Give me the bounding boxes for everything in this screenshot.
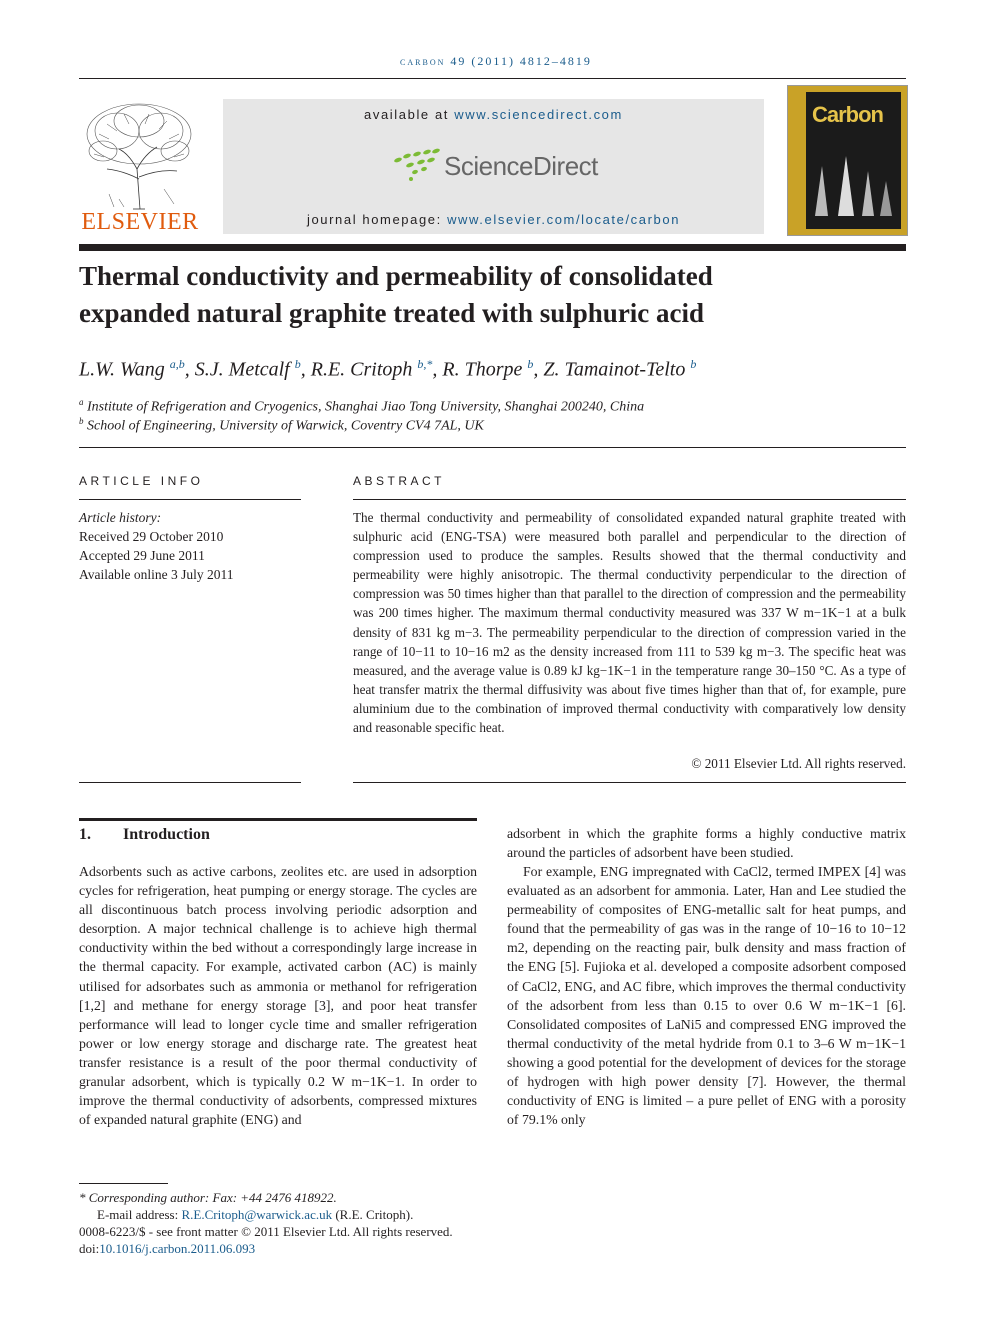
abstract-heading: ABSTRACT: [353, 474, 446, 488]
author-name: Z. Tamainot-Telto: [543, 358, 686, 381]
author-affil-link[interactable]: b: [294, 357, 301, 371]
abstract-copyright: © 2011 Elsevier Ltd. All rights reserved.: [691, 756, 906, 771]
author-name: S.J. Metcalf: [194, 358, 290, 381]
doi-link[interactable]: 10.1016/j.carbon.2011.06.093: [99, 1241, 256, 1256]
section-title: Introduction: [123, 826, 210, 843]
available-at: [223, 107, 764, 122]
section-heading: [79, 826, 210, 844]
received-date: Received 29 October 2010: [79, 529, 224, 544]
publisher-logo-text: ELSEVIER: [81, 209, 199, 235]
footnote-email: [97, 1206, 413, 1223]
email-label: E-mail address:: [97, 1207, 179, 1222]
available-prefix: available at: [364, 107, 450, 122]
article-history: [79, 508, 233, 584]
author-affil-link[interactable]: b: [527, 357, 534, 371]
affiliation-text: School of Engineering, University of Warwick, Coventry CV4 7AL, UK: [87, 418, 484, 434]
affiliation-a: [79, 397, 644, 416]
section-number: 1.: [79, 826, 91, 843]
header-rule: [79, 78, 906, 79]
cover-title: Carbon: [812, 102, 883, 127]
banner-thick-rule: [79, 244, 906, 251]
title-line-1: Thermal conductivity and permeability of consolidated: [79, 261, 713, 291]
affiliation-marker: a: [79, 397, 84, 407]
corresponding-author-note: * Corresponding author: Fax: +44 2476 418922.: [79, 1190, 337, 1205]
sciencedirect-logo-text: ScienceDirect: [444, 151, 598, 181]
author-name: R.E. Critoph: [310, 358, 413, 381]
sciencedirect-link[interactable]: www.sciencedirect.com: [454, 107, 623, 122]
article-info-bottom-rule: [79, 782, 301, 783]
author-name: L.W. Wang: [79, 358, 165, 381]
online-date: Available online 3 July 2011: [79, 567, 234, 582]
email-owner: (R.E. Critoph).: [335, 1207, 414, 1222]
cover-image-icon: [810, 146, 898, 216]
journal-homepage-link[interactable]: www.elsevier.com/locate/carbon: [447, 212, 681, 227]
author-affil-link[interactable]: b,*: [417, 357, 433, 371]
sciencedirect-logo-icon: [390, 146, 442, 182]
intro-left-paragraph: Adsorbents such as active carbons, zeolites etc. are used in adsorption cycles for refrigeration, heat pumping or energy storage. The cycles are all discontinuous batch process involving periodic adsorption and desorption. A major technical challenge is to achieve high thermal conductivity within the bed without a correspondingly large increase in the thermal capacity. For example, activated carbon (AC) is mainly utilised for adsorbates such as ammonia or methanol for refrigeration [1,2] and methane for energy storage [3], and poor heat transfer performance will lead to longer cycle time and smaller refrigeration power or low energy storage and discharge rate. The greatest heat transfer resistance is a result of the poor thermal conductivity of granular adsorbent, which is typically 0.2 W m−1K−1. In order to improve the thermal conductivity of adsorbents, compressed mixtures of expanded natural graphite (ENG) and: [79, 864, 477, 1128]
abstract-bottom-rule: [353, 782, 906, 783]
author-name: R. Thorpe: [442, 358, 523, 381]
running-header: carbon 49 (2011) 4812–4819: [400, 54, 592, 68]
affiliation-rule: [79, 447, 906, 448]
email-link[interactable]: R.E.Critoph@warwick.ac.uk: [181, 1207, 333, 1222]
intro-rule: [79, 818, 477, 821]
footnote-rule: [79, 1183, 168, 1184]
journal-homepage: [223, 212, 764, 227]
affiliation-b: [79, 416, 484, 435]
accepted-date: Accepted 29 June 2011: [79, 548, 205, 563]
elsevier-tree-logo-icon: [79, 99, 201, 211]
intro-right-paragraph-1: adsorbent in which the graphite forms a highly conductive matrix around the particles of adsorbent have been studied.: [507, 826, 906, 861]
title-line-2: expanded natural graphite treated with sulphuric acid: [79, 298, 705, 328]
doi-line: [79, 1240, 255, 1257]
author-list: L.W. Wang $^{a,b}$, S.J. Metcalf $^b$, R.E. Critoph $^{b,*}$, R. Thorpe $^b$, Z. Tamainot-Telto $^b$: [79, 357, 697, 381]
affiliation-marker: b: [79, 416, 84, 426]
issn-line: 0008-6223/$ - see front matter © 2011 Elsevier Ltd. All rights reserved.: [79, 1224, 453, 1239]
abstract-rule: [353, 499, 906, 500]
article-title: [79, 258, 839, 332]
doi-label: doi:: [79, 1241, 100, 1256]
journal-cover: [787, 85, 908, 236]
article-info-rule: [79, 499, 301, 500]
abstract-text: The thermal conductivity and permeability of consolidated expanded natural graphite treated with sulphuric acid (ENG-TSA) were measured both parallel and perpendicular to the direction of compression used to produce the samples. Results showed that the thermal conductivity and permeability were highly anisotropic. The thermal conductivity perpendicular to the direction of compression was 50 times higher than that parallel to the direction of compression and the permeability was 200 times higher. The maximum thermal conductivity measured was 337 W m−1K−1 at a bulk density of 831 kg m−3. The permeability perpendicular to the direction of compression varied in the range of 10−11 to 10−16 m2 as the density increased from 111 to 539 kg m−3. The specific heat was measured, and the average value is 0.89 kJ kg−1K−1 in the temperature range 30–150 °C. As a type of heat transfer matrix the thermal diffusivity was about five times higher than that of, for example, pure aluminium due to the combination of improved thermal conductivity with comparatively low density and reasonable specific heat.: [353, 510, 906, 736]
author-affil-link[interactable]: a,b: [169, 357, 185, 371]
author-affil-link[interactable]: b: [690, 357, 697, 371]
intro-right-paragraph-2: For example, ENG impregnated with CaCl2, termed IMPEX [4] was evaluated as an adsorbent for ammonia. Later, Han and Lee studied the permeability of composites of ENG-metallic salt for heat pumps, and found that the permeability of gas was in the range of 10−16 to 10−12 m2, depending on the reacting pair, bulk density and mass fraction of the ENG [5]. Fujioka et al. developed a composite adsorbent composed of CaCl2, ENG, and AC fibre, which improves the thermal conductivity of the adsorbent from less than 0.15 to over 0.6 W m−1K−1 [6]. Consolidated composites of LaNi5 and compressed ENG improved the thermal conductivity of the metal hydride from 0.1 to 3–6 W m−1K−1 showing a good potential for the development of devices for the storage of hydrogen with high power density [7]. However, the thermal conductivity of ENG is limited – a pure pellet of ENG with a porosity of 79.1% only: [507, 864, 906, 1128]
affiliation-text: Institute of Refrigeration and Cryogenics, Shanghai Jiao Tong University, Shanghai 200240, China: [87, 399, 645, 415]
homepage-prefix: journal homepage:: [306, 212, 442, 227]
footnote-corresponding: [79, 1189, 337, 1206]
history-label: Article history:: [79, 510, 162, 525]
article-info-heading: ARTICLE INFO: [79, 474, 204, 488]
